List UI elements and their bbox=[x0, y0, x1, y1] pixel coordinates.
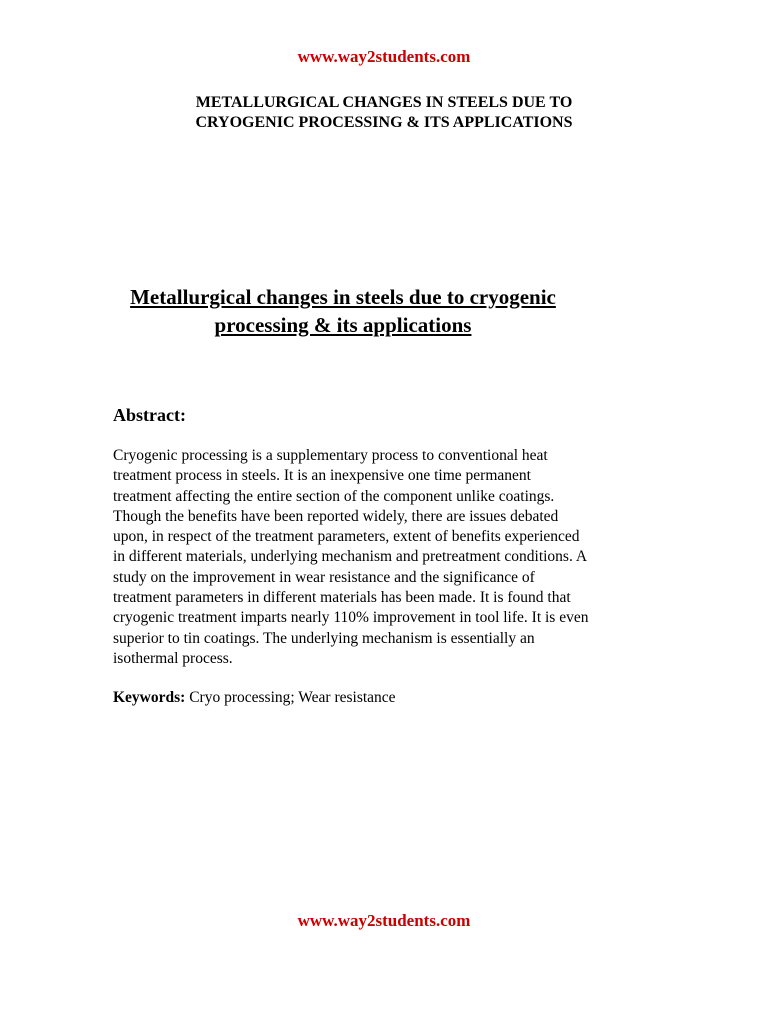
abstract-line: isothermal process. bbox=[113, 649, 233, 667]
title-line: CRYOGENIC PROCESSING & ITS APPLICATIONS bbox=[195, 114, 573, 131]
abstract-line: superior to tin coatings. The underlying mechanism is essentially an bbox=[113, 629, 535, 647]
title-line: METALLURGICAL CHANGES IN STEELS DUE TO bbox=[195, 94, 573, 111]
abstract-line: treatment process in steels. It is an inexpensive one time permanent bbox=[113, 467, 531, 485]
header-website-link[interactable]: www.way2students.com bbox=[297, 47, 471, 66]
abstract-line: study on the improvement in wear resistance and the significance of bbox=[113, 568, 535, 586]
document-title-uppercase bbox=[0, 93, 768, 133]
abstract-line: in different materials, underlying mechanism and pretreatment conditions. A bbox=[113, 548, 588, 566]
keywords-label: Keywords: bbox=[113, 689, 186, 706]
keywords-value: Cryo processing; Wear resistance bbox=[189, 689, 396, 706]
abstract-line: treatment parameters in different materials has been made. It is found that bbox=[113, 589, 571, 607]
abstract-line: Cryogenic processing is a supplementary process to conventional heat bbox=[113, 447, 548, 464]
abstract-line: Though the benefits have been reported widely, there are issues debated bbox=[113, 507, 559, 525]
paper-title bbox=[0, 283, 686, 339]
title-line: processing & its applications bbox=[214, 313, 472, 337]
abstract-line: treatment affecting the entire section of the component unlike coatings. bbox=[113, 487, 555, 505]
abstract-line: cryogenic treatment imparts nearly 110% improvement in tool life. It is even bbox=[113, 609, 589, 627]
abstract-body bbox=[113, 446, 673, 669]
abstract-heading: Abstract: bbox=[113, 405, 186, 425]
keywords-line bbox=[113, 689, 396, 707]
footer-website-link[interactable]: www.way2students.com bbox=[297, 911, 471, 930]
abstract-line: upon, in respect of the treatment parameters, extent of benefits experienced bbox=[113, 528, 580, 546]
title-line: Metallurgical changes in steels due to cryogenic bbox=[130, 285, 556, 309]
